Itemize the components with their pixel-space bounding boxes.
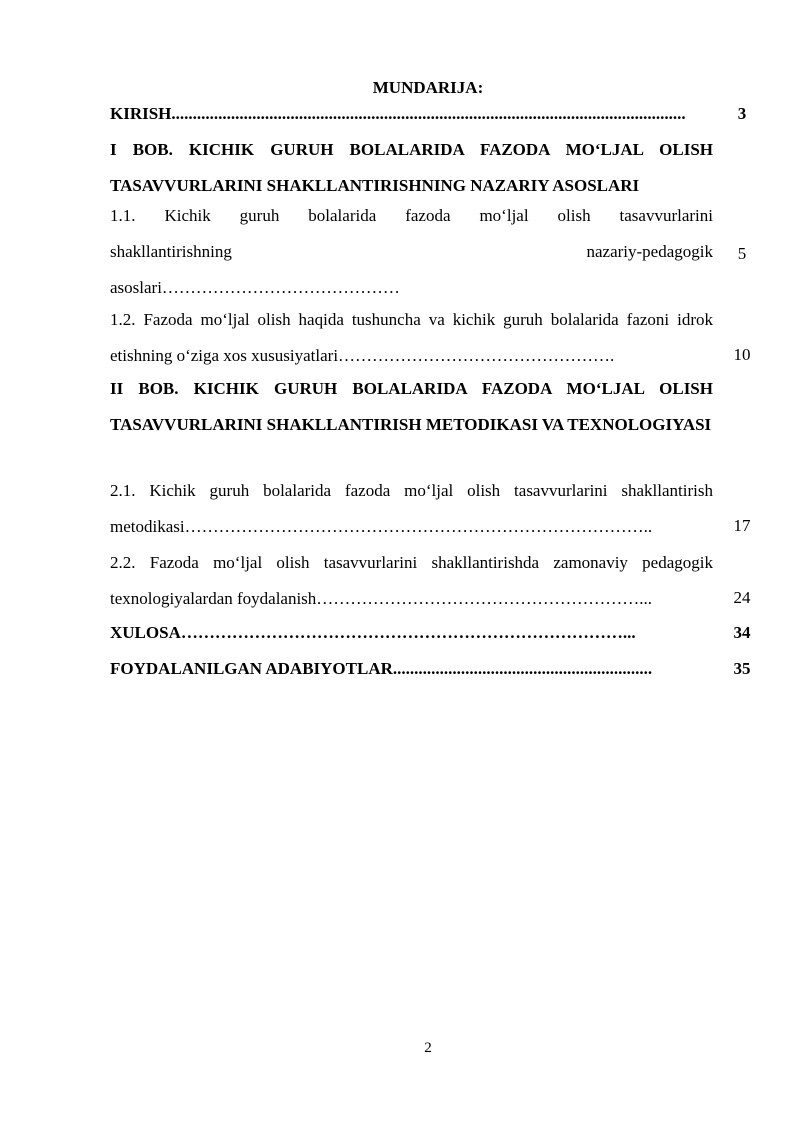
toc-entry-kirish [110,96,713,132]
toc-entry-text: II BOB. KICHIK GURUH BOLALARIDA FAZODA MO‘LJAL OLISH TASAVVURLARINI SHAKLLANTIRISH METODIKASI VA TEXNOLOGIYASI [110,379,713,434]
toc-page-number: 24 [733,588,751,607]
toc-entry-section-1-2 [110,302,713,374]
toc-entry-text-line: asoslari…………………………………… [110,278,400,297]
page-title: MUNDARIJA: [372,78,484,97]
toc-entry-text: 2.2. Fazoda mo‘ljal olish tasavvurlarini shakllantirishda zamonaviy pedagogik texnologiyalardan foydalanish…………………………………………………... [110,553,713,608]
toc-entry-text: I BOB. KICHIK GURUH BOLALARIDA FAZODA MO‘LJAL OLISH TASAVVURLARINI SHAKLLANTIRISHNING NAZARIY ASOSLARI [110,140,713,195]
toc-entry-text-fragment: nazariy-pedagogik [586,242,713,261]
toc-page-number: 35 [733,659,751,678]
toc-entry-bibliography [110,651,713,687]
toc-entry-text-fragment: shakllantirishning [110,242,232,261]
toc-entry-section-2-1 [110,473,713,545]
toc-entry-text: XULOSA……………………………………………………………………... [110,623,636,642]
toc-entry-text: 1.2. Fazoda mo‘ljal olish haqida tushuncha va kichik guruh bolalarida fazoni idrok etishning o‘ziga xos xususiyatlari…………………………………………. [110,310,713,365]
toc-page-number: 17 [733,516,751,535]
toc-page-number: 10 [733,345,751,364]
toc-entry-section-2-2 [110,545,713,617]
toc-entry-xulosa [110,615,713,651]
toc-entry-text: KIRISH......................................................................................................................... [110,104,686,123]
toc-page-number: 5 [737,244,747,263]
toc-page-number: 34 [733,623,751,642]
toc-entry-chapter-2 [110,371,713,443]
toc-entry-text: FOYDALANILGAN ADABIYOTLAR............................................................. [110,659,653,678]
toc-entry-text-line [110,234,713,270]
toc-page-number: 3 [737,104,747,123]
toc-entry-text: 2.1. Kichik guruh bolalarida fazoda mo‘ljal olish tasavvurlarini shakllantirish metodikasi……………………………………………………………………….. [110,481,713,536]
toc-entry-chapter-1 [110,132,713,204]
toc-entry-text-line: 1.1. Kichik guruh bolalarida fazoda mo‘ljal olish tasavvurlarini [110,206,713,225]
page-number: 2 [424,1040,432,1056]
toc-entry-section-1-1 [110,198,713,306]
